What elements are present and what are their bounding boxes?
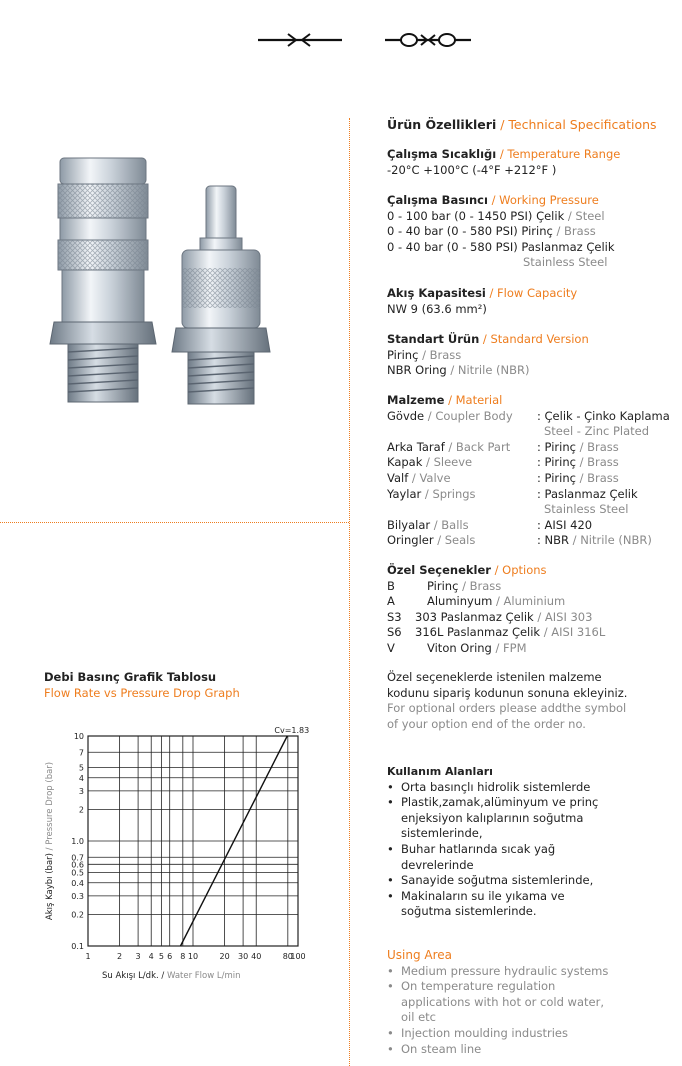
list-item: • On steam line	[387, 1042, 608, 1058]
y-tick-label: 0.6	[71, 860, 84, 870]
x-axis-label: Su Akışı L/dk. / Water Flow L/min	[102, 971, 241, 981]
x-tick-label: 10	[187, 952, 199, 961]
list-item: • Orta basınçlı hidrolik sistemlerde	[387, 780, 598, 796]
spec-title: Ürün Özellikleri / Technical Specifications	[387, 117, 657, 132]
option-note: Özel seçeneklerde istenilen malzeme kodunu sipariş kodunun sonuna ekleyiniz. For optional orders please addthe symbol of your option end of the order no.	[387, 670, 628, 731]
y-tick-label: 0.1	[71, 942, 84, 951]
y-tick-label: 0.2	[71, 910, 84, 920]
option-row: A Aluminyum / Aluminium	[387, 594, 566, 609]
material-row-sleeve: Kapak / Sleeve : Pirinç / Brass	[387, 455, 619, 470]
x-tick-label: 6	[167, 952, 173, 961]
option-row: V Viton Oring / FPM	[387, 640, 527, 655]
y-axis-label: Akış Kaybı (bar) / Pressure Drop (bar)	[45, 761, 55, 921]
x-tick-label: 100	[290, 952, 306, 961]
option-row: S6 316L Paslanmaz Çelik / AISI 316L	[387, 625, 606, 640]
material-row-body: Gövde / Coupler Body : Çelik - Çinko Kaplama	[387, 408, 670, 423]
y-tick-label: 2	[78, 805, 84, 815]
y-tick-label: 1.0	[71, 837, 84, 846]
list-item: • Makinaların su ile yıkama ve soğutma sistemlerinde.	[387, 889, 598, 920]
list-item: • Medium pressure hydraulic systems	[387, 964, 608, 980]
usage-areas-tr: Kullanım Alanları • Orta basınçlı hidrolik sistemlerde • Plastik,zamak,alüminyum ve prinç enjeksiyon kalıplarının soğutma sistemlerinde, • Buhar hatlarında sıcak yağ devrelerinde • Sanayide soğutma sistemlerinde, • Makinaların su ile yıkama ve soğutma sistemlerinde.	[387, 764, 598, 920]
spec-flow-capacity: Akış Kapasitesi / Flow Capacity NW 9 (63.6 mm²)	[387, 286, 578, 316]
y-tick-label: 0.3	[71, 891, 84, 901]
x-tick-label: 8	[180, 952, 186, 961]
valved-coupling-symbol-icon	[385, 30, 471, 50]
y-tick-label: 7	[78, 748, 84, 758]
y-tick-label: 5	[78, 763, 84, 773]
graph-heading: Debi Basınç Grafik Tablosu Flow Rate vs Pressure Drop Graph	[44, 670, 240, 700]
flow-pressure-chart	[40, 724, 325, 984]
y-tick-label: 0.5	[71, 868, 84, 878]
spec-working-pressure: Çalışma Basıncı / Working Pressure 0 - 100 bar (0 - 1450 PSI) Çelik / Steel 0 - 40 bar (0 - 580 PSI) Pirinç / Brass 0 - 40 bar (0 - 580 PSI) Paslanmaz Çelik Stainless Steel	[387, 193, 615, 270]
y-tick-label: 0.4	[71, 878, 84, 888]
list-item: • Plastik,zamak,alüminyum ve prinç enjeksiyon kalıplarının soğutma sistemlerinde,	[387, 795, 598, 842]
horizontal-divider	[0, 522, 349, 523]
material-row-balls: Bilyalar / Balls : AISI 420	[387, 517, 593, 532]
spec-material: Malzeme / Material Gövde / Coupler Body : Çelik - Çinko Kaplama Steel - Zinc Plated Arka Taraf / Back Part : Pirinç / Brass Kapak / Sleeve : Pirinç / Brass Valf / Valve : Pirinç / Brass Yaylar / Springs : Paslanmaz Çelik Stainless Steel Bilyalar / Balls : AISI 420 Oringler / Seals : NBR / Nitrile (NBR)	[387, 393, 677, 549]
x-tick-label: 4	[148, 952, 154, 961]
x-tick-label: 20	[219, 952, 230, 961]
list-item: • Injection moulding industries	[387, 1026, 608, 1042]
x-tick-label: 5	[158, 952, 164, 961]
vertical-divider	[349, 118, 350, 1066]
x-tick-label: 80	[282, 952, 293, 961]
x-tick-label: 1	[85, 952, 91, 961]
material-row-valve: Valf / Valve : Pirinç / Brass	[387, 470, 619, 485]
y-tick-label: 4	[78, 773, 84, 783]
spec-options: Özel Seçenekler / Options B Pirinç / Brass A Aluminyum / Aluminium S3 303 Paslanmaz Çelik / AISI 303 S6 316L Paslanmaz Çelik / AISI 316L V Viton Oring / FPM	[387, 563, 667, 657]
list-item: • Sanayide soğutma sistemlerinde,	[387, 873, 598, 889]
coupling-symbol-icon	[258, 30, 342, 50]
material-row-seals: Oringler / Seals : NBR / Nitrile (NBR)	[387, 533, 652, 548]
x-tick-label: 40	[251, 952, 262, 961]
y-tick-label: 0.7	[71, 853, 84, 863]
y-tick-label: 10	[73, 732, 84, 741]
x-tick-label: 3	[135, 952, 141, 961]
x-tick-label: 2	[117, 952, 123, 961]
usage-areas-en: Using Area • Medium pressure hydraulic systems • On temperature regulation applications with hot or cold water, oil etc • Injection moulding industries • On steam line	[387, 948, 608, 1057]
option-row: B Pirinç / Brass	[387, 578, 502, 593]
list-item: • On temperature regulation applications with hot or cold water, oil etc	[387, 979, 608, 1026]
list-item: • Buhar hatlarında sıcak yağ devrelerinde	[387, 842, 598, 873]
material-row-back-part: Arka Taraf / Back Part : Pirinç / Brass	[387, 439, 619, 454]
material-row-springs: Yaylar / Springs : Paslanmaz Çelik	[387, 486, 638, 501]
spec-temperature: Çalışma Sıcaklığı / Temperature Range -20°C +100°C (-4°F +212°F )	[387, 147, 621, 177]
x-tick-label: 30	[238, 952, 249, 961]
product-photo-coupler-and-plug	[40, 148, 285, 408]
spec-standard-version: Standart Ürün / Standard Version Pirinç / Brass NBR Oring / Nitrile (NBR)	[387, 332, 589, 378]
y-tick-label: 3	[78, 786, 84, 796]
cv-annotation: Cv=1.83	[274, 726, 310, 735]
option-row: S3 303 Paslanmaz Çelik / AISI 303	[387, 609, 593, 624]
